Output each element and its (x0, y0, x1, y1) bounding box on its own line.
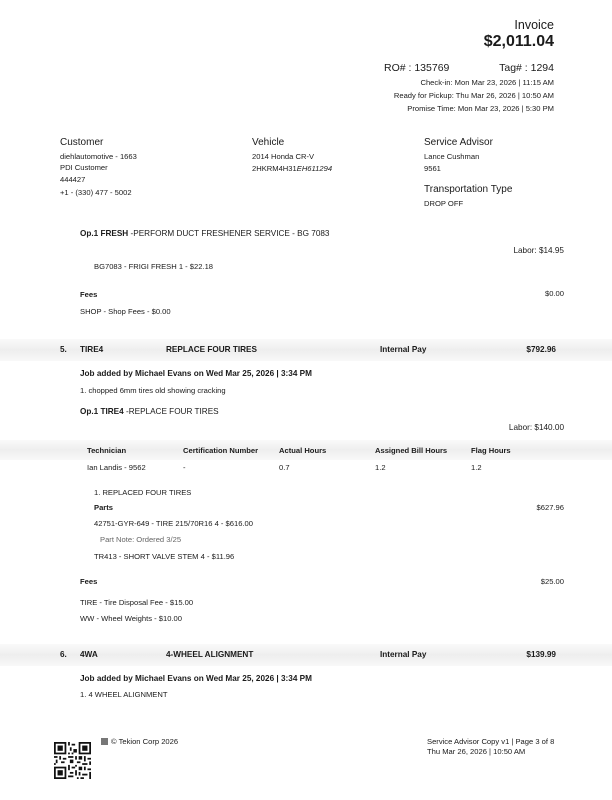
tech-cert: - (183, 463, 186, 472)
job5-op-line (80, 407, 219, 416)
tech-flag: 1.2 (471, 463, 482, 472)
col-actual-hours: Actual Hours (279, 446, 327, 455)
col-flag-hours: Flag Hours (471, 446, 511, 455)
advisor-id: 9561 (424, 164, 441, 173)
customer-name: diehlautomotive - 1663 (60, 152, 137, 161)
job6-total: $139.99 (526, 650, 556, 659)
tech-assigned: 1.2 (375, 463, 386, 472)
job5-parts-label: Parts (94, 503, 113, 512)
job5-part-2: TR413 - SHORT VALVE STEM 4 - $11.96 (94, 552, 235, 561)
job5-story: 1. REPLACED FOUR TIRES (94, 488, 192, 497)
job6-number: 6. (60, 650, 67, 659)
promise-time: Promise Time: Mon Mar 23, 2026 | 5:30 PM (407, 104, 554, 113)
col-assigned-hours: Assigned Bill Hours (375, 446, 448, 455)
vehicle-model: 2014 Honda CR-V (252, 152, 315, 161)
tag-number: Tag# : 1294 (499, 62, 554, 74)
qr-code-icon (54, 742, 91, 779)
job5-parts-total: $627.96 (536, 503, 564, 512)
vehicle-heading: Vehicle (252, 137, 285, 148)
customer-id: 444427 (60, 175, 86, 184)
job5-number: 5. (60, 345, 67, 354)
fresh-fee-item: SHOP - Shop Fees - $0.00 (80, 307, 171, 316)
invoice-title: Invoice (514, 18, 554, 32)
job6-pay-type: Internal Pay (380, 650, 427, 659)
copyright-text: © Tekion Corp 2026 (111, 737, 179, 746)
vehicle-vin (252, 164, 332, 173)
footer-copy-info: Service Advisor Copy v1 | Page 3 of 8 (427, 737, 555, 746)
invoice-total: $2,011.04 (483, 33, 554, 50)
job5-op-desc: -REPLACE FOUR TIRES (123, 407, 219, 416)
job5-note: 1. chopped 6mm tires old showing cracking (80, 386, 226, 395)
job5-title: REPLACE FOUR TIRES (166, 345, 257, 354)
footer-printed: Thu Mar 26, 2026 | 10:50 AM (427, 747, 526, 756)
col-technician: Technician (87, 446, 127, 455)
customer-type: PDI Customer (60, 163, 108, 172)
job5-fees-total: $25.00 (540, 577, 564, 586)
advisor-name: Lance Cushman (424, 152, 480, 161)
job6-title: 4-WHEEL ALIGNMENT (166, 650, 254, 659)
job5-pay-type: Internal Pay (380, 345, 427, 354)
job6-code: 4WA (80, 650, 98, 659)
advisor-heading: Service Advisor (424, 137, 493, 148)
fresh-op-line (80, 229, 329, 238)
fresh-op-code: Op.1 FRESH (80, 229, 129, 238)
fresh-part: BG7083 - FRIGI FRESH 1 - $22.18 (94, 262, 214, 271)
job5-part-1: 42751-GYR-649 - TIRE 215/70R16 4 - $616.00 (94, 519, 254, 528)
job5-part-note: Part Note: Ordered 3/25 (100, 535, 182, 544)
customer-heading: Customer (60, 137, 104, 148)
ro-number: RO# : 135769 (384, 62, 450, 74)
job5-op-code: Op.1 TIRE4 (80, 407, 124, 416)
fresh-op-desc: -PERFORM DUCT FRESHENER SERVICE - BG 7083 (128, 229, 330, 238)
job6-note: 1. 4 WHEEL ALIGNMENT (80, 690, 168, 699)
fresh-fees-label: Fees (80, 290, 98, 299)
fresh-labor: Labor: $14.95 (513, 246, 564, 255)
ready-time: Ready for Pickup: Thu Mar 26, 2026 | 10:50 AM (393, 91, 554, 100)
col-certification: Certification Number (183, 446, 259, 455)
transport-heading: Transportation Type (424, 184, 513, 195)
vin-prefix: 2HKRM4H31 (252, 164, 297, 173)
job5-code: TIRE4 (80, 345, 104, 354)
job5-added-by: Job added by Michael Evans on Wed Mar 25, 2026 | 3:34 PM (80, 369, 312, 378)
footer-copyright (101, 737, 178, 746)
tech-actual: 0.7 (279, 463, 290, 472)
job5-fee-1: TIRE - Tire Disposal Fee - $15.00 (80, 598, 194, 607)
customer-phone: +1 - (330) 477 - 5002 (60, 188, 132, 197)
job5-fees-label: Fees (80, 577, 98, 586)
fresh-fees-total: $0.00 (544, 289, 564, 298)
job5-labor: Labor: $140.00 (508, 423, 564, 432)
transport-type: DROP OFF (424, 199, 464, 208)
checkin-time: Check-in: Mon Mar 23, 2026 | 11:15 AM (420, 78, 554, 87)
job6-added-by: Job added by Michael Evans on Wed Mar 25, 2026 | 3:34 PM (80, 674, 312, 683)
tech-name: Ian Landis - 9562 (87, 463, 146, 472)
tekion-logo-icon (101, 738, 108, 745)
job5-fee-2: WW - Wheel Weights - $10.00 (80, 614, 182, 623)
job5-total: $792.96 (526, 345, 556, 354)
vin-suffix: EH611294 (296, 164, 333, 173)
